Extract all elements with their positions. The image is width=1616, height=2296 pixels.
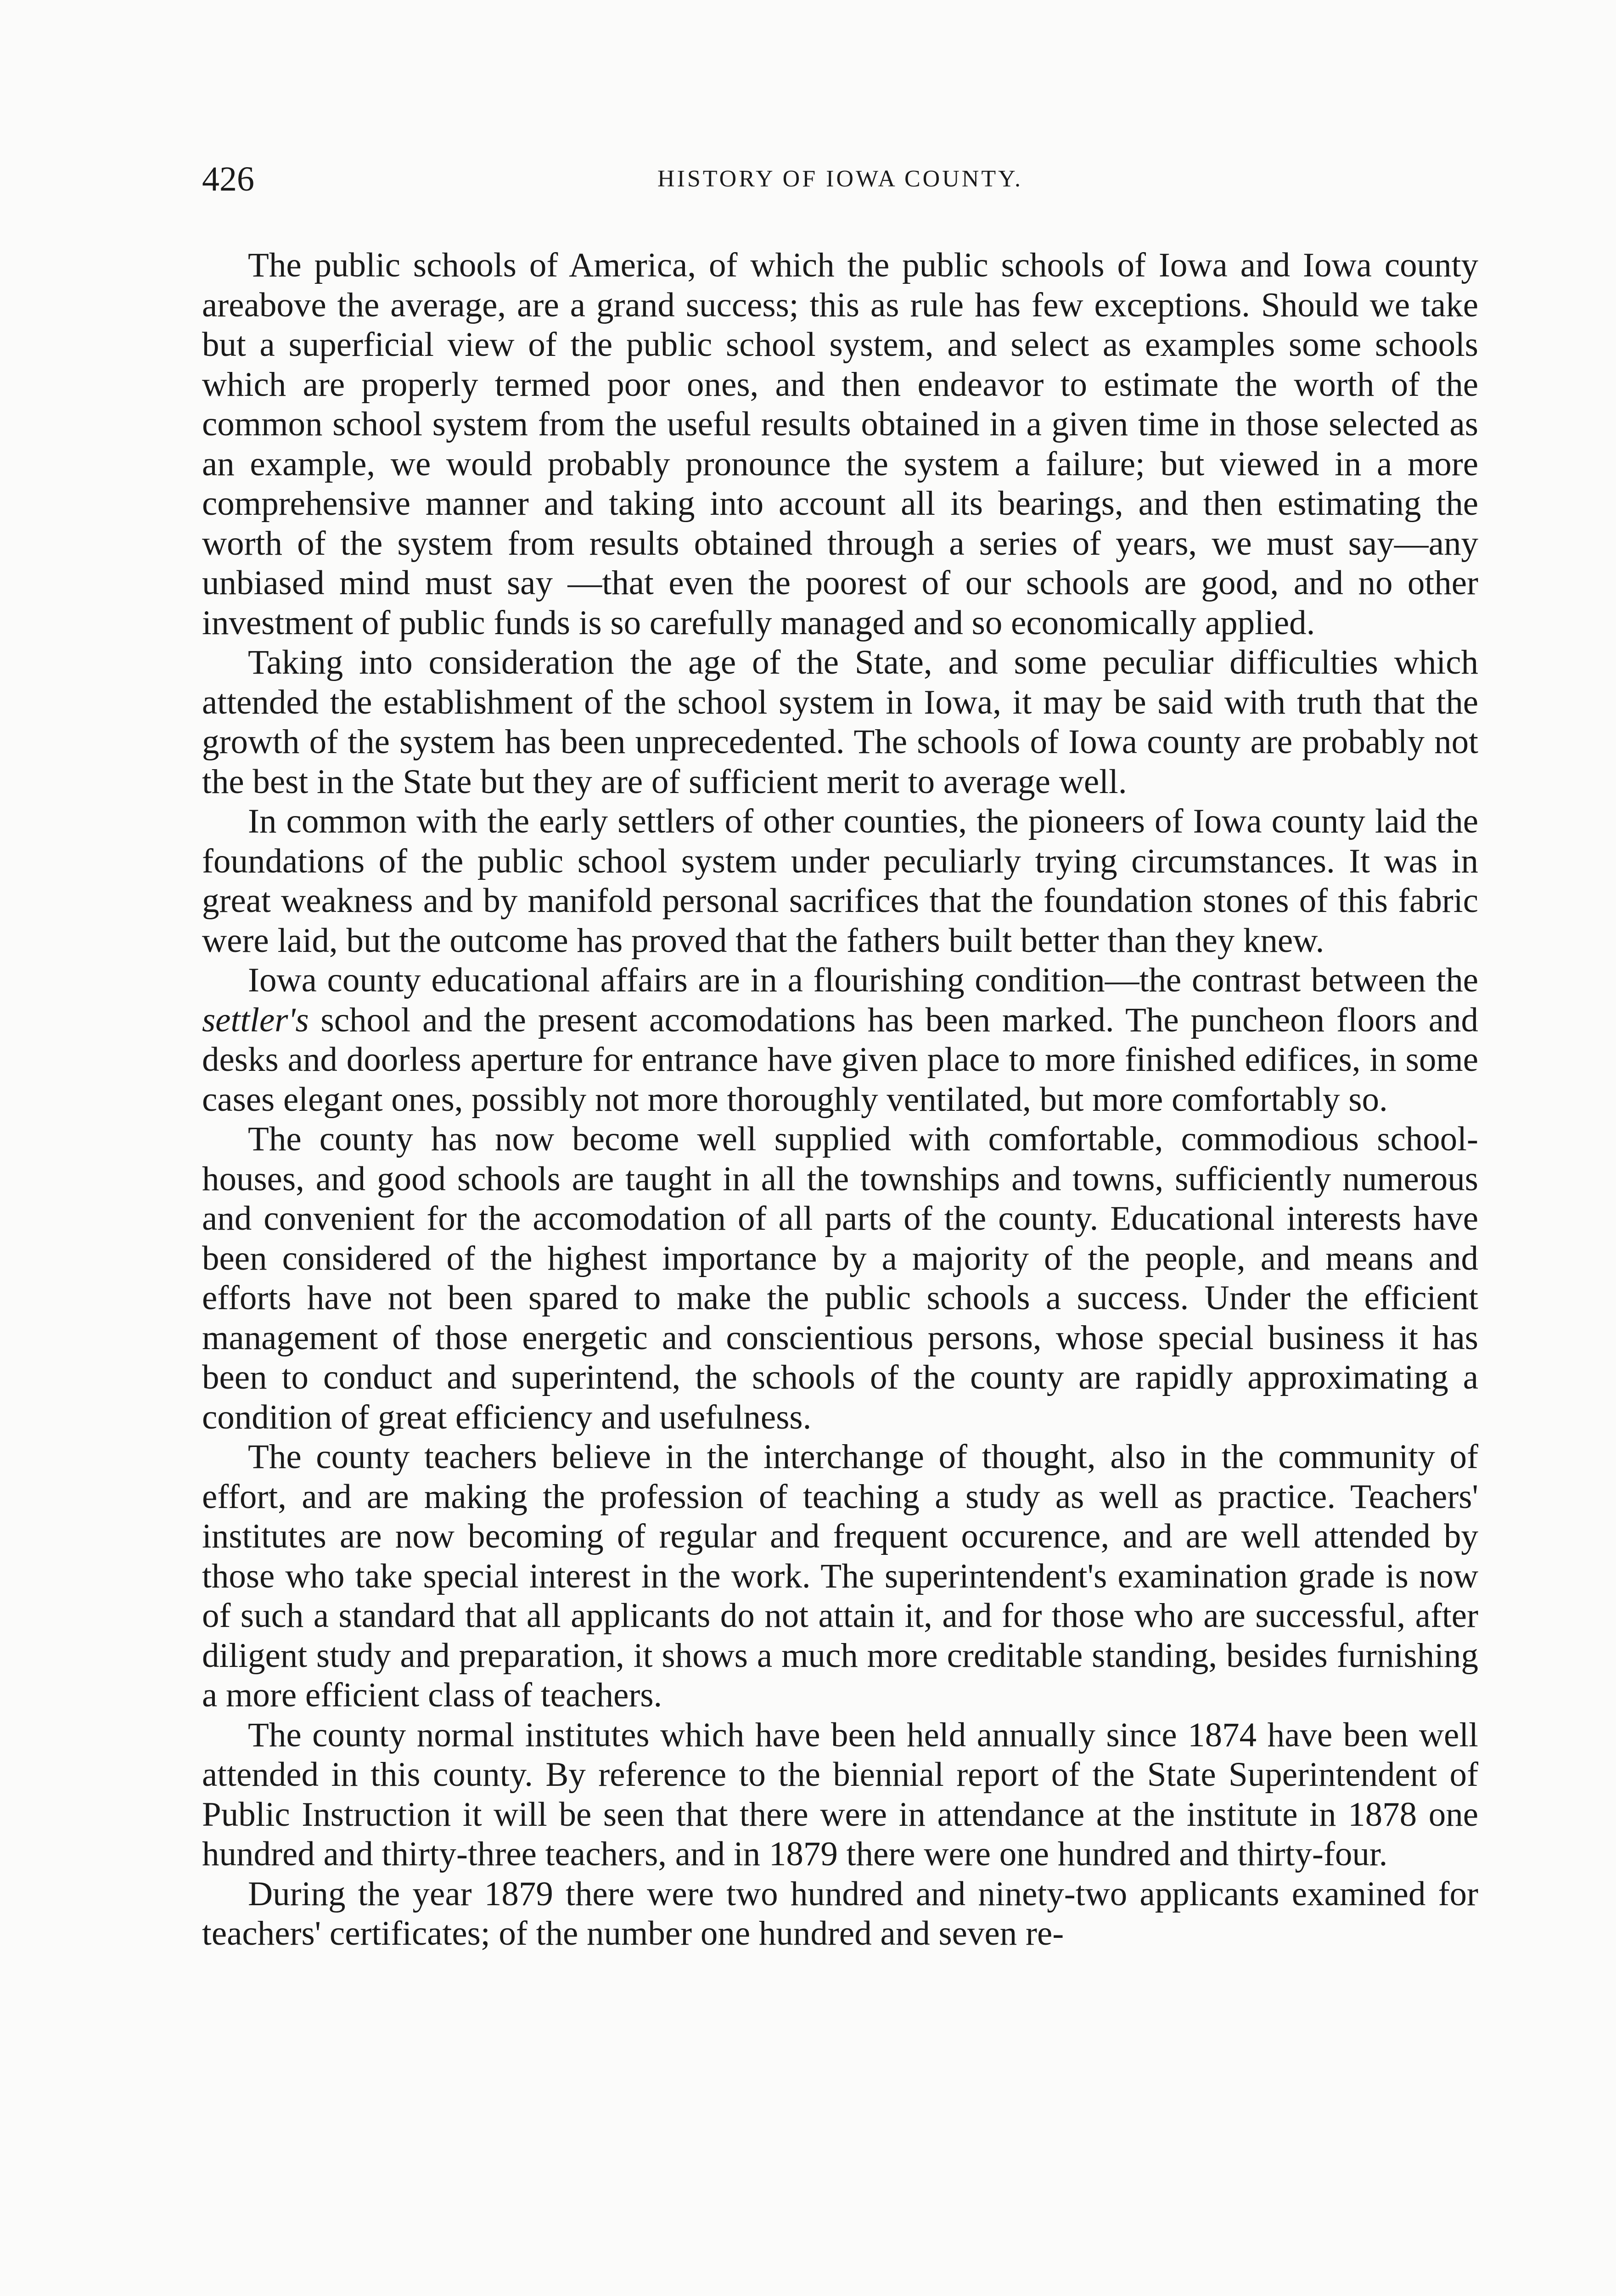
paragraph-early-settlers: In common with the early settlers of other counties, the pioneers of Iowa county laid the foundations of the public school system under peculiarly trying circumstances. It was in great weakness and by manifold personal sacrifices that the foundation stones of this fabric were laid, but the outcome has proved that the fathers built better than they knew. <box>202 802 1478 960</box>
paragraph-educational-affairs <box>202 961 1478 1120</box>
body-text <box>202 246 1478 1954</box>
paragraph-school-houses: The county has now become well supplied with comfortable, commodious school-houses, and good schools are taught in all the townships and towns, sufficiently numerous and convenient for the accomodation of all parts of the county. Educational interests have been considered of the highest importance by a majority of the people, and means and efforts have not been spared to make the public schools a success. Under the efficient management of those energetic and conscientious persons, whose special business it has been to conduct and superintend, the schools of the county are rapidly approximating a condition of great efficiency and usefulness. <box>202 1120 1478 1436</box>
paragraph-public-schools: The public schools of America, of which the public schools of Iowa and Iowa county areabove the average, are a grand success; this as rule has few exceptions. Should we take but a superficial view of the public school system, and select as examples some schools which are properly termed poor ones, and then endeavor to estimate the worth of the common school system from the useful results obtained in a given time in those selected as an example, we would probably pronounce the system a failure; but viewed in a more comprehensive manner and taking into account all its bearings, and then estimating the worth of the system from results obtained through a series of years, we must say—any unbiased mind must say —that even the poorest of our schools are good, and no other investment of public funds is so carefully managed and so economically applied. <box>202 246 1478 642</box>
page-header <box>202 156 1478 202</box>
paragraph-educational-affairs-start: Iowa county educational affairs are in a flourishing condition—the contrast between the <box>248 961 1478 999</box>
running-title: HISTORY OF IOWA COUNTY. <box>657 166 1023 192</box>
paragraph-educational-affairs-end: school and the present accomodations has been marked. The puncheon floors and desks and doorless aperture for entrance have given place to more finished edifices, in some cases elegant ones, possibly not more thoroughly ventilated, but more comfortably so. <box>202 1001 1478 1119</box>
paragraph-county-teachers: The county teachers believe in the interchange of thought, also in the community of effort, and are making the profession of teaching a study as well as practice. Teachers' institutes are now becoming of regular and frequent occurence, and are well attended by those who take special interest in the work. The superintendent's examination grade is now of such a standard that all applicants do not attain it, and for those who are successful, after diligent study and preparation, it shows a much more creditable standing, besides furnishing a more efficient class of teachers. <box>202 1438 1478 1714</box>
italic-settlers: settler's <box>202 1001 309 1039</box>
paragraph-normal-institutes: The county normal institutes which have been held annually since 1874 have been well attended in this county. By reference to the biennial report of the State Superintendent of Public Instruction it will be seen that there were in attendance at the institute in 1878 one hundred and thirty-three teachers, and in 1879 there were one hundred and thirty-four. <box>202 1716 1478 1873</box>
paragraph-applicants-1879: During the year 1879 there were two hundred and ninety-two applicants examined for teachers' certificates; of the number one hundred and seven re- <box>202 1874 1478 1953</box>
paragraph-state-age: Taking into consideration the age of the State, and some peculiar difficulties which attended the establishment of the school system in Iowa, it may be said with truth that the growth of the system has been unprecedented. The schools of Iowa county are probably not the best in the State but they are of sufficient merit to average well. <box>202 643 1478 801</box>
page-number: 426 <box>202 160 254 198</box>
